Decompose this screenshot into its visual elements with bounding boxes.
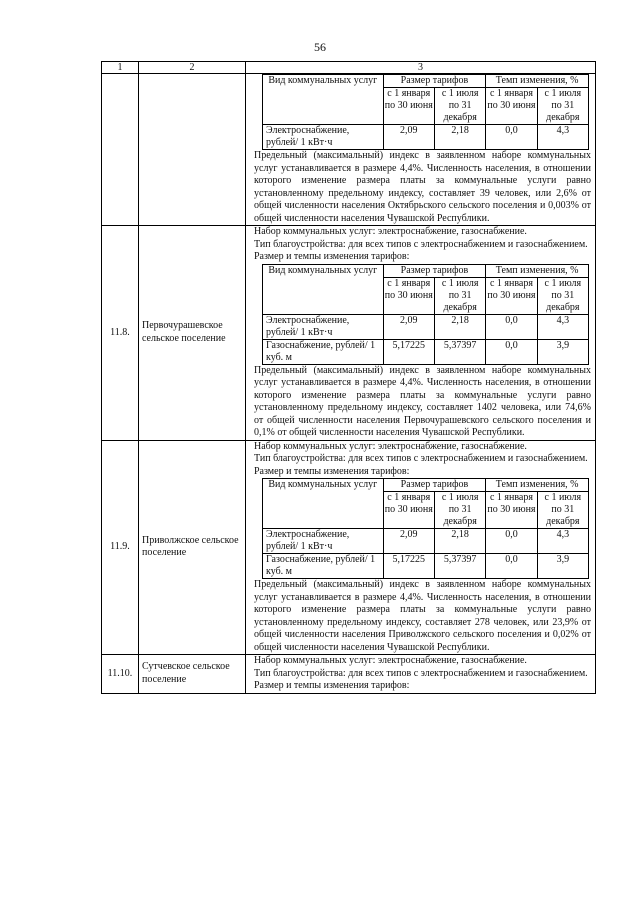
tariff-value-first-half: 2,09 — [383, 125, 434, 150]
period-first-half: с 1 января по 30 июня — [486, 277, 537, 314]
tariff-value-second-half: 2,18 — [434, 529, 485, 554]
period-first-half: с 1 января по 30 июня — [486, 492, 537, 529]
change-rate-header: Темп изменения, % — [486, 75, 589, 88]
row-number: 11.9. — [102, 440, 139, 655]
change-rate-second-half: 4,3 — [537, 125, 588, 150]
settlement-row — [102, 226, 596, 441]
period-second-half: с 1 июля по 31 декабря — [434, 492, 485, 529]
tariff-value-second-half: 5,37397 — [434, 339, 485, 364]
change-rate-second-half: 4,3 — [537, 314, 588, 339]
period-first-half: с 1 января по 30 июня — [383, 88, 434, 125]
service-kind-header: Вид коммунальных услуг — [263, 75, 384, 125]
change-rate-first-half: 0,0 — [486, 125, 537, 150]
change-rate-first-half: 0,0 — [486, 554, 537, 579]
settlement-row — [102, 655, 596, 694]
intro-line: Размер и темпы изменения тарифов: — [254, 680, 410, 691]
settlement-row — [102, 74, 596, 226]
period-first-half: с 1 января по 30 июня — [486, 88, 537, 125]
row-number: 11.10. — [102, 655, 139, 694]
service-name: Газоснабжение, рублей/ 1 куб. м — [263, 554, 384, 579]
service-name: Электроснабжение, рублей/ 1 кВт·ч — [263, 125, 384, 150]
service-kind-header: Вид коммунальных услуг — [263, 264, 384, 314]
tariff-row — [263, 529, 589, 554]
settlement-details — [246, 440, 596, 655]
tariff-value-first-half: 2,09 — [383, 314, 434, 339]
period-second-half: с 1 июля по 31 декабря — [537, 492, 588, 529]
intro-line: Набор коммунальных услуг: электроснабжение, газоснабжение. — [254, 226, 527, 237]
service-name: Газоснабжение, рублей/ 1 куб. м — [263, 339, 384, 364]
period-first-half: с 1 января по 30 июня — [383, 277, 434, 314]
settlement-details — [246, 74, 596, 226]
tariff-size-header: Размер тарифов — [383, 264, 486, 277]
period-first-half: с 1 января по 30 июня — [383, 492, 434, 529]
column-header-2: 2 — [139, 62, 246, 74]
tariff-value-first-half: 5,17225 — [383, 339, 434, 364]
intro-line: Размер и темпы изменения тарифов: — [254, 251, 410, 262]
change-rate-header: Темп изменения, % — [486, 479, 589, 492]
settlement-name: Первочурашевское сельское поселение — [139, 226, 246, 441]
tariff-table — [262, 264, 589, 365]
change-rate-second-half: 3,9 — [537, 554, 588, 579]
service-kind-header: Вид коммунальных услуг — [263, 479, 384, 529]
settlement-row — [102, 440, 596, 655]
settlement-name: Приволжское сельское поселение — [139, 440, 246, 655]
tariff-value-first-half: 2,09 — [383, 529, 434, 554]
max-index-paragraph: Предельный (максимальный) индекс в заявленном наборе коммунальных услуг устанавливается в размере 4,4%. Численность населения, в отношении которого изменение размера платы за коммунальные услуги равно установленному предельному индексу, составляет 1402 человека, или 74,6% от общей численности населения Первочурашевского сельского поселения и 0,1% от общей численности населения Чувашской Республики. — [254, 364, 591, 438]
intro-line: Набор коммунальных услуг: электроснабжение, газоснабжение. — [254, 655, 527, 666]
intro-line: Тип благоустройства: для всех типов с электроснабжением и газоснабжением. — [254, 667, 588, 679]
tariff-table — [262, 74, 589, 150]
period-second-half: с 1 июля по 31 декабря — [434, 277, 485, 314]
tariff-value-second-half: 2,18 — [434, 314, 485, 339]
tariff-value-second-half: 5,37397 — [434, 554, 485, 579]
row-number: 11.8. — [102, 226, 139, 441]
settlement-name — [139, 74, 246, 226]
column-header-row — [102, 62, 596, 74]
intro-line: Набор коммунальных услуг: электроснабжение, газоснабжение. — [254, 440, 527, 452]
tariff-header-row — [263, 479, 589, 492]
change-rate-header: Темп изменения, % — [486, 264, 589, 277]
service-name: Электроснабжение, рублей/ 1 кВт·ч — [263, 314, 384, 339]
intro-line: Размер и темпы изменения тарифов: — [254, 465, 410, 477]
intro-line: Тип благоустройства: для всех типов с электроснабжением и газоснабжением. — [254, 238, 588, 250]
change-rate-second-half: 3,9 — [537, 339, 588, 364]
page-number: 56 — [314, 40, 326, 54]
max-index-paragraph: Предельный (максимальный) индекс в заявленном наборе коммунальных услуг устанавливается в размере 4,4%. Численность населения, в отношении которого изменение размера платы за коммунальные услуги равно установленному предельному индексу, составляет 39 человек, или 2,6% от общей численности населения Октябрьского сельского поселения и 0,003% от общей численности населения Чувашской Республики. — [254, 150, 591, 224]
row-number — [102, 74, 139, 226]
tariff-header-row — [263, 264, 589, 277]
change-rate-second-half: 4,3 — [537, 529, 588, 554]
tariff-size-header: Размер тарифов — [383, 75, 486, 88]
period-second-half: с 1 июля по 31 декабря — [434, 88, 485, 125]
intro-line: Тип благоустройства: для всех типов с электроснабжением и газоснабжением. — [254, 453, 588, 464]
settlement-name: Сутчевское сельское поселение — [139, 655, 246, 694]
tariff-value-second-half: 2,18 — [434, 125, 485, 150]
change-rate-first-half: 0,0 — [486, 339, 537, 364]
tariff-row — [263, 554, 589, 579]
service-name: Электроснабжение, рублей/ 1 кВт·ч — [263, 529, 384, 554]
tariff-row — [263, 125, 589, 150]
tariff-row — [263, 339, 589, 364]
period-second-half: с 1 июля по 31 декабря — [537, 88, 588, 125]
tariff-value-first-half: 5,17225 — [383, 554, 434, 579]
tariff-size-header: Размер тарифов — [383, 479, 486, 492]
change-rate-first-half: 0,0 — [486, 314, 537, 339]
column-header-3: 3 — [246, 62, 596, 74]
period-second-half: с 1 июля по 31 декабря — [537, 277, 588, 314]
settlement-details — [246, 655, 596, 694]
column-header-1: 1 — [102, 62, 139, 74]
settlement-details — [246, 226, 596, 441]
tariff-document-table — [101, 61, 596, 694]
max-index-paragraph: Предельный (максимальный) индекс в заявленном наборе коммунальных услуг устанавливается в размере 4,4%. Численность населения, в отношении которого изменение размера платы за коммунальные услуги равно установленному предельному индексу, составляет 278 человек, или 23,9% от общей численности населения Приволжского сельского поселения и 0,02% от общей численности населения Чувашской Республики. — [254, 579, 591, 653]
tariff-row — [263, 314, 589, 339]
change-rate-first-half: 0,0 — [486, 529, 537, 554]
tariff-header-row — [263, 75, 589, 88]
tariff-table — [262, 478, 589, 579]
